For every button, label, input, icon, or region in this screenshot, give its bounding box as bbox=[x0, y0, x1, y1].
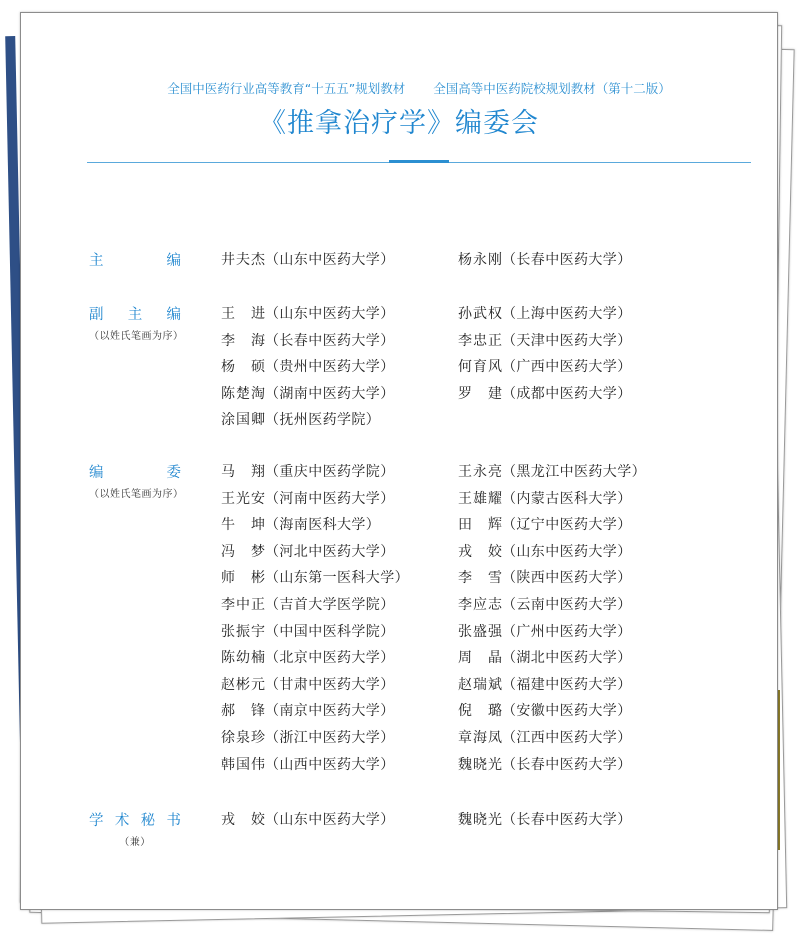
member-name: 张振宇 bbox=[221, 623, 265, 640]
member-affiliation: （中国中医科学院） bbox=[265, 623, 395, 640]
member-name: 井夫杰 bbox=[221, 252, 265, 268]
member-entry bbox=[221, 409, 380, 429]
document-page bbox=[20, 12, 778, 910]
member-name: 李忠正 bbox=[458, 332, 502, 349]
member-entry bbox=[221, 754, 395, 774]
member-entry bbox=[458, 356, 632, 376]
member-name: 戎 姣 bbox=[458, 543, 502, 560]
member-name: 王 进 bbox=[221, 306, 265, 322]
member-name: 孙武权 bbox=[458, 306, 502, 322]
member-name: 李 海 bbox=[221, 332, 265, 349]
member-name: 杨 硕 bbox=[221, 359, 265, 376]
member-entry bbox=[221, 303, 395, 323]
member-entry bbox=[221, 356, 395, 376]
role-label bbox=[89, 461, 181, 482]
member-affiliation: （辽宁中医药大学） bbox=[502, 517, 632, 534]
role-char: 编 bbox=[166, 253, 181, 269]
role-char: 书 bbox=[166, 813, 181, 829]
member-name: 王雄耀 bbox=[458, 490, 502, 507]
role-heading bbox=[89, 303, 184, 342]
role-char: 委 bbox=[166, 465, 181, 481]
member-name: 张盛强 bbox=[458, 623, 502, 640]
member-name: 王光安 bbox=[221, 490, 265, 507]
member-affiliation: （广州中医药大学） bbox=[502, 623, 632, 640]
role-note: （以姓氏笔画为序） bbox=[89, 489, 184, 500]
role-label bbox=[89, 249, 181, 270]
member-affiliation: （浙江中医药大学） bbox=[265, 729, 395, 746]
role-char: 主 bbox=[127, 307, 143, 323]
page-title: 《推拿治疗学》编委会 bbox=[259, 108, 539, 139]
member-affiliation: （抚州医药学院） bbox=[265, 412, 381, 429]
role-char: 编 bbox=[89, 465, 104, 481]
member-affiliation: （山东第一医科大学） bbox=[265, 570, 409, 587]
member-name: 郝 锋 bbox=[221, 703, 265, 720]
member-name: 涂国卿 bbox=[221, 412, 265, 429]
member-name: 杨永刚 bbox=[458, 252, 502, 268]
member-affiliation: （南京中医药大学） bbox=[265, 703, 395, 720]
member-name: 章海凤 bbox=[458, 729, 502, 746]
member-affiliation: （重庆中医药学院） bbox=[265, 464, 395, 480]
member-affiliation: （山东中医药大学） bbox=[502, 543, 632, 560]
member-name: 陈幼楠 bbox=[221, 650, 265, 667]
member-name: 何育风 bbox=[458, 359, 502, 376]
member-name: 徐泉珍 bbox=[221, 729, 265, 746]
member-affiliation: （广西中医药大学） bbox=[502, 359, 632, 376]
member-affiliation: （黑龙江中医药大学） bbox=[502, 464, 646, 480]
member-entry bbox=[458, 674, 632, 694]
member-name: 魏晓光 bbox=[458, 812, 502, 828]
member-affiliation: （河南中医药大学） bbox=[265, 490, 395, 507]
series-header bbox=[87, 79, 751, 97]
member-affiliation: （北京中医药大学） bbox=[265, 650, 395, 667]
member-affiliation: （山西中医药大学） bbox=[265, 756, 395, 773]
member-affiliation: （陕西中医药大学） bbox=[502, 570, 632, 587]
member-entry bbox=[221, 809, 395, 829]
member-affiliation: （江西中医药大学） bbox=[502, 729, 632, 746]
role-label bbox=[89, 303, 181, 324]
role-heading bbox=[89, 809, 181, 848]
member-affiliation: （长春中医药大学） bbox=[502, 812, 632, 828]
member-entry bbox=[221, 594, 395, 614]
member-affiliation: （湖北中医药大学） bbox=[502, 650, 632, 667]
member-entry bbox=[221, 249, 395, 269]
member-affiliation: （天津中医药大学） bbox=[502, 332, 632, 349]
member-entry bbox=[221, 647, 395, 667]
member-affiliation: （河北中医药大学） bbox=[265, 543, 395, 560]
member-affiliation: （贵州中医药大学） bbox=[265, 359, 395, 376]
member-entry bbox=[458, 754, 632, 774]
member-affiliation: （湖南中医药大学） bbox=[265, 385, 395, 402]
member-affiliation: （海南医科大学） bbox=[265, 517, 381, 534]
member-name: 周 晶 bbox=[458, 650, 502, 667]
member-entry bbox=[221, 727, 395, 747]
member-affiliation: （长春中医药大学） bbox=[502, 252, 632, 268]
member-entry bbox=[458, 541, 632, 561]
member-name: 师 彬 bbox=[221, 570, 265, 587]
member-name: 倪 璐 bbox=[458, 703, 502, 720]
member-entry bbox=[458, 303, 632, 323]
member-entry bbox=[221, 567, 409, 587]
member-name: 陈楚淘 bbox=[221, 385, 265, 402]
member-name: 李中正 bbox=[221, 596, 265, 613]
role-char: 编 bbox=[166, 307, 181, 323]
role-char: 副 bbox=[89, 307, 104, 323]
member-entry bbox=[221, 330, 395, 350]
member-name: 赵瑞斌 bbox=[458, 676, 502, 693]
member-entry bbox=[458, 514, 632, 534]
member-entry bbox=[221, 700, 395, 720]
member-entry bbox=[458, 809, 632, 829]
role-char: 学 bbox=[89, 813, 104, 829]
member-entry bbox=[221, 488, 395, 508]
member-entry bbox=[221, 621, 395, 641]
member-affiliation: （山东中医药大学） bbox=[265, 306, 395, 322]
member-name: 赵彬元 bbox=[221, 676, 265, 693]
series-right: 全国高等中医药院校规划教材（第十二版） bbox=[433, 81, 671, 96]
member-name: 李应志 bbox=[458, 596, 502, 613]
role-char: 秘 bbox=[140, 813, 156, 829]
member-entry bbox=[458, 594, 632, 614]
member-entry bbox=[458, 727, 632, 747]
role-note: （以姓氏笔画为序） bbox=[89, 331, 184, 342]
role-label bbox=[89, 809, 181, 830]
member-name: 戎 姣 bbox=[221, 812, 265, 828]
member-affiliation: （云南中医药大学） bbox=[502, 596, 632, 613]
role-heading bbox=[89, 461, 184, 500]
member-name: 牛 坤 bbox=[221, 517, 265, 534]
member-name: 冯 梦 bbox=[221, 543, 265, 560]
member-entry bbox=[221, 383, 395, 403]
member-entry bbox=[458, 488, 632, 508]
role-char: 术 bbox=[114, 813, 130, 829]
member-name: 王永亮 bbox=[458, 464, 502, 480]
member-name: 马 翔 bbox=[221, 464, 265, 480]
member-entry bbox=[458, 383, 632, 403]
series-left: 全国中医药行业高等教育“十五五”规划教材 bbox=[167, 81, 406, 96]
member-entry bbox=[221, 514, 380, 534]
member-affiliation: （山东中医药大学） bbox=[265, 812, 395, 828]
member-entry bbox=[221, 541, 395, 561]
role-char: 主 bbox=[89, 253, 104, 269]
member-name: 李 雪 bbox=[458, 570, 502, 587]
member-entry bbox=[458, 700, 632, 720]
member-affiliation: （长春中医药大学） bbox=[265, 332, 395, 349]
member-entry bbox=[458, 621, 632, 641]
member-entry bbox=[458, 330, 632, 350]
member-entry bbox=[221, 674, 395, 694]
member-name: 魏晓光 bbox=[458, 756, 502, 773]
member-entry bbox=[221, 461, 395, 481]
member-entry bbox=[458, 249, 632, 269]
header-divider-accent bbox=[389, 160, 449, 163]
member-affiliation: （上海中医药大学） bbox=[502, 306, 632, 322]
member-affiliation: （山东中医药大学） bbox=[265, 252, 395, 268]
member-affiliation: （成都中医药大学） bbox=[502, 385, 632, 402]
member-affiliation: （甘肃中医药大学） bbox=[265, 676, 395, 693]
member-entry bbox=[458, 647, 632, 667]
member-entry bbox=[458, 461, 646, 481]
member-name: 韩国伟 bbox=[221, 756, 265, 773]
member-affiliation: （吉首大学医学院） bbox=[265, 596, 395, 613]
role-note: （兼） bbox=[119, 837, 151, 848]
member-affiliation: （福建中医药大学） bbox=[502, 676, 632, 693]
member-affiliation: （长春中医药大学） bbox=[502, 756, 632, 773]
role-heading bbox=[89, 249, 181, 270]
member-name: 田 辉 bbox=[458, 517, 502, 534]
member-affiliation: （内蒙古医科大学） bbox=[502, 490, 632, 507]
member-name: 罗 建 bbox=[458, 385, 502, 402]
member-entry bbox=[458, 567, 632, 587]
member-affiliation: （安徽中医药大学） bbox=[502, 703, 632, 720]
